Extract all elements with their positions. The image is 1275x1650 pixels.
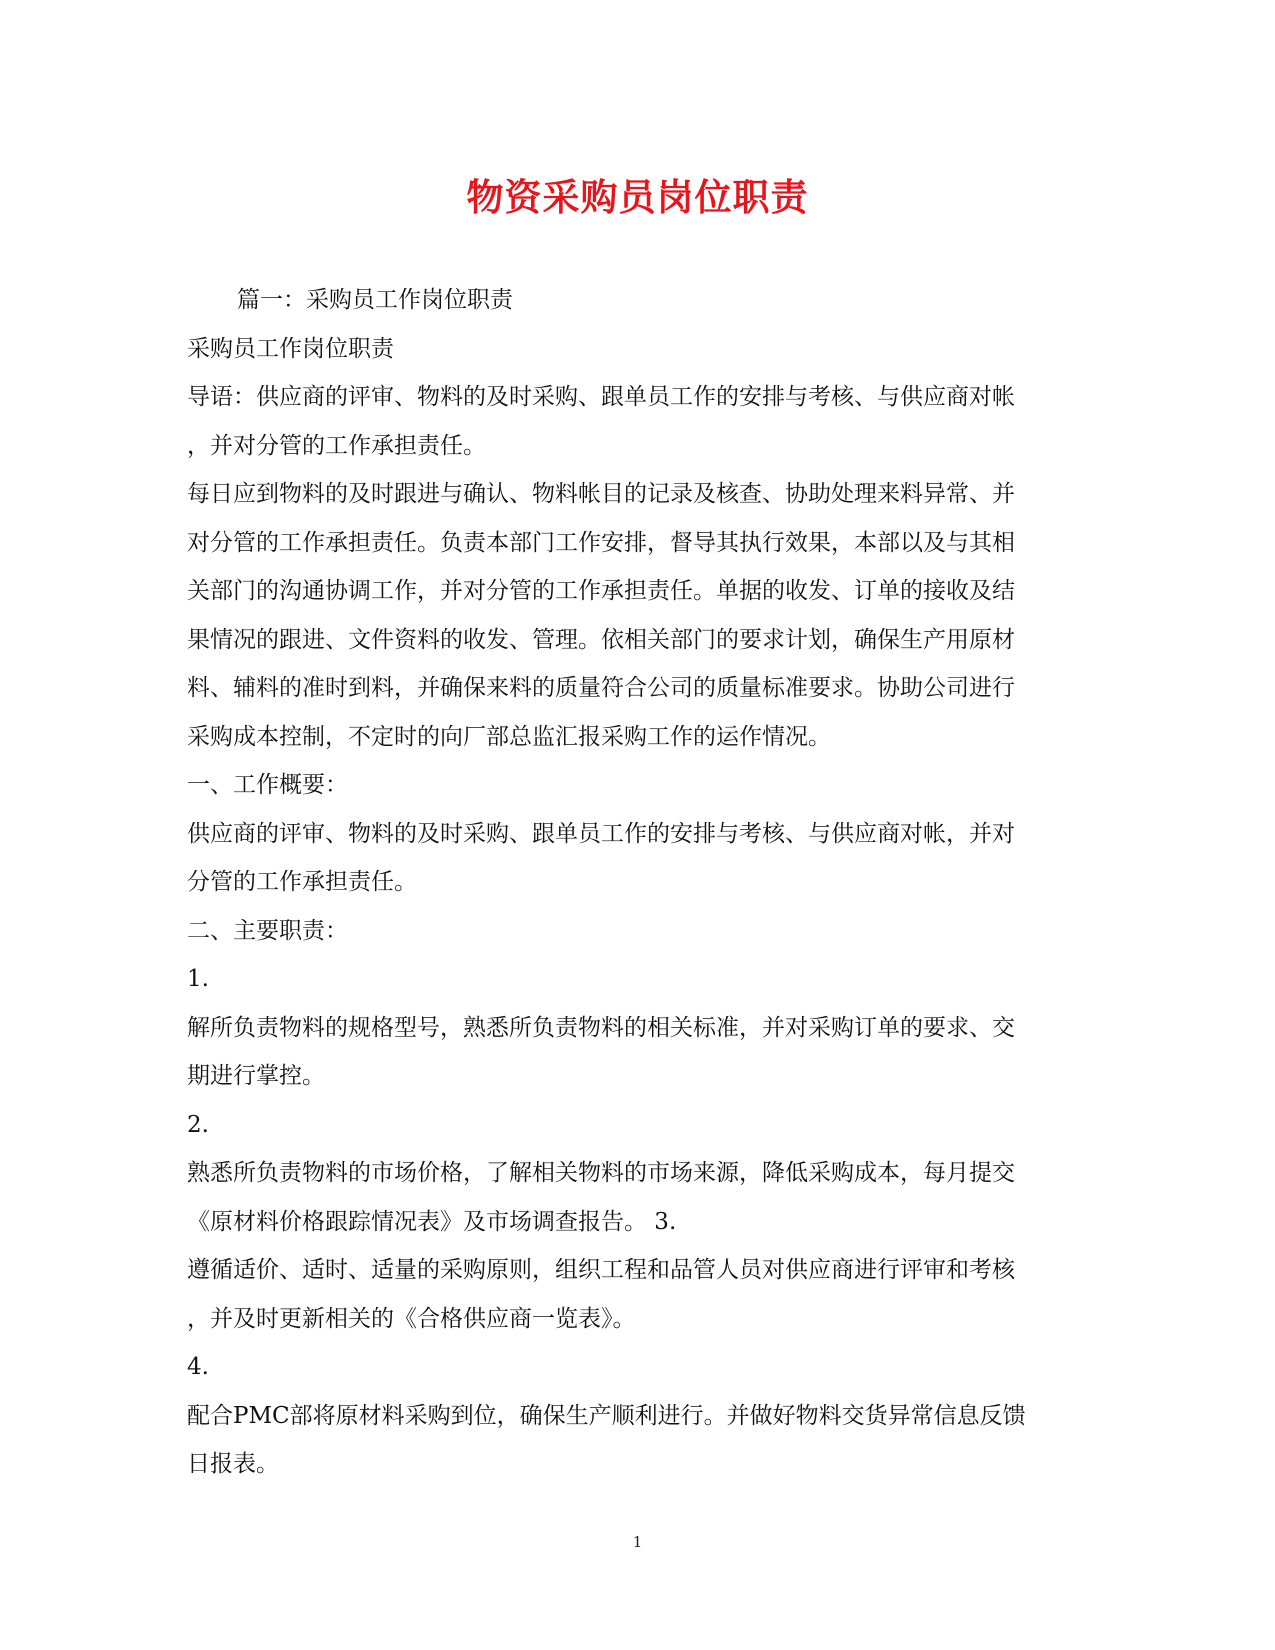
body-line: 配合PMC部将原材料采购到位，确保生产顺利进行。并做好物料交货异常信息反馈 [187,1402,1026,1429]
document-body [187,276,1087,1489]
list-number: 1. [187,966,209,992]
body-line: 每日应到物料的及时跟进与确认、物料帐目的记录及核查、协助处理来料异常、并 [187,481,1015,507]
body-line: 对分管的工作承担责任。负责本部门工作安排，督导其执行效果，本部以及与其相 [187,529,1015,556]
body-line: 关部门的沟通协调工作，并对分管的工作承担责任。单据的收发、订单的接收及结 [187,578,1015,604]
body-line: ，并对分管的工作承担责任。 [187,432,486,459]
body-line: 料、辅料的准时到料，并确保来料的质量符合公司的质量标准要求。协助公司进行 [187,675,1015,701]
body-line: 《原材料价格跟踪情况表》及市场调查报告。 3. [187,1208,677,1235]
body-line: 分管的工作承担责任。 [187,869,417,895]
section-heading: 一、工作概要： [187,772,348,798]
body-line: 供应商的评审、物料的及时采购、跟单员工作的安排与考核、与供应商对帐，并对 [187,820,1015,847]
body-line: ，并及时更新相关的《合格供应商一览表》。 [187,1305,636,1332]
body-line: 熟悉所负责物料的市场价格，了解相关物料的市场来源，降低采购成本，每月提交 [187,1160,1015,1186]
section-heading: 篇一：采购员工作岗位职责 [237,287,513,313]
body-line: 日报表。 [187,1451,279,1477]
body-line: 期进行掌控。 [187,1063,325,1089]
section-heading: 二、主要职责： [187,917,348,944]
document-title: 物资采购员岗位职责 [466,175,809,219]
body-line: 遵循适价、适时、适量的采购原则，组织工程和品管人员对供应商进行评审和考核 [187,1257,1015,1283]
body-line: 果情况的跟进、文件资料的收发、管理。依相关部门的要求计划，确保生产用原材 [187,626,1015,653]
body-line: 采购员工作岗位职责 [187,335,394,362]
body-line: 解所负责物料的规格型号，熟悉所负责物料的相关标准，并对采购订单的要求、交 [187,1014,1015,1041]
list-number: 4. [187,1354,209,1380]
body-line: 采购成本控制，不定时的向厂部总监汇报采购工作的运作情况。 [187,723,831,750]
list-number: 2. [187,1111,209,1138]
page-number: 1 [632,1533,643,1551]
body-line: 导语：供应商的评审、物料的及时采购、跟单员工作的安排与考核、与供应商对帐 [187,384,1015,410]
